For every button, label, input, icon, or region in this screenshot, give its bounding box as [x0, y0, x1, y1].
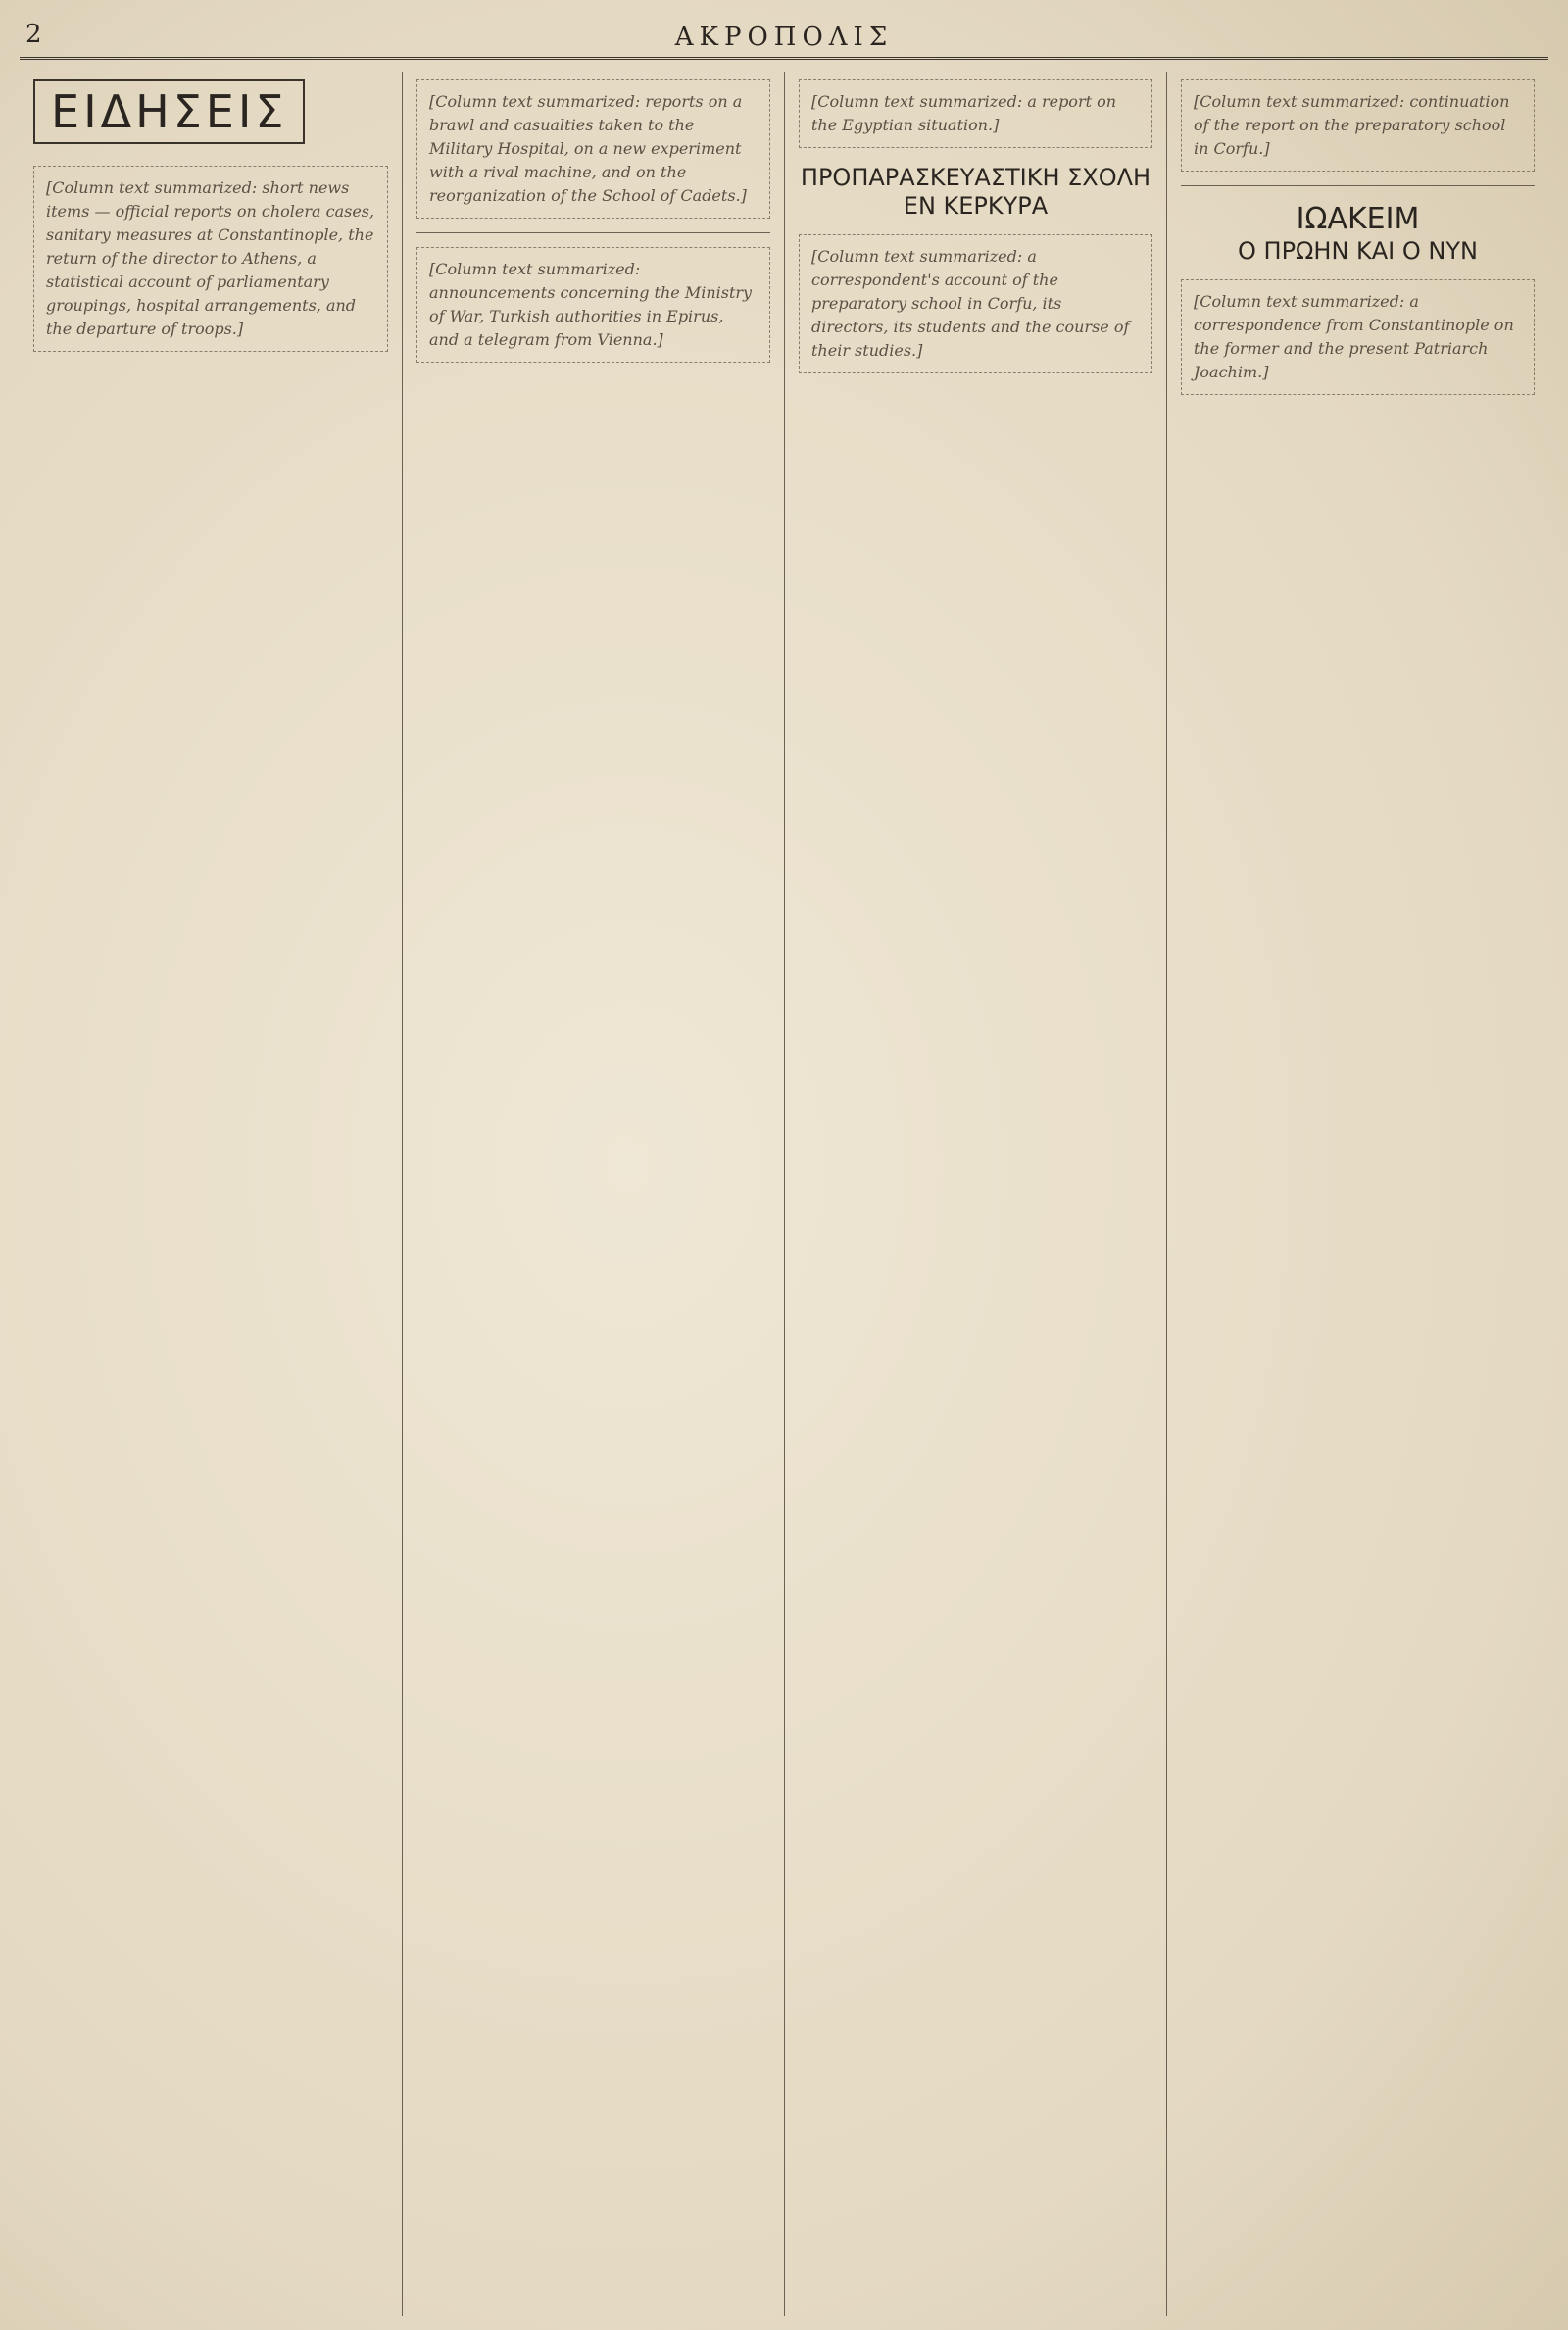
- section-title-corfu-school: [799, 164, 1152, 221]
- divider: [1181, 185, 1535, 186]
- column-2: [402, 72, 784, 2316]
- column-2-summary-bottom: [Column text summarized: announcements concerning the Ministry of War, Turkish authorities in Epirus, and a telegram from Vienna.]: [416, 247, 770, 363]
- column-1-summary: [Column text summarized: short news items — official reports on cholera cases, sanitary measures at Constantinople, the return of the director to Athens, a statistical account of parliamentary groupings, hospital arrangements, and the departure of troops.]: [33, 166, 388, 352]
- columns: [20, 72, 1548, 2316]
- column-4: [1166, 72, 1548, 2316]
- page-number: 2: [25, 20, 42, 49]
- column-2-summary-top: [Column text summarized: reports on a brawl and casualties taken to the Military Hospital, on a new experiment with a rival machine, and on the reorganization of the School of Cadets.]: [416, 79, 770, 219]
- masthead: [20, 18, 1548, 60]
- section-title-joakeim: [1181, 202, 1535, 266]
- column-1: [20, 72, 402, 2316]
- section-title-joakeim-sub: Ο ΠΡΩΗΝ ΚΑΙ Ο ΝΥΝ: [1238, 237, 1478, 265]
- section-title-news: ΕΙΔΗΣΕΙΣ: [33, 79, 305, 144]
- column-3: [784, 72, 1166, 2316]
- column-4-summary-top: [Column text summarized: continuation of the report on the preparatory school in Corfu.]: [1181, 79, 1535, 172]
- section-title-line-1: ΠΡΟΠΑΡΑΣΚΕΥΑΣΤΙΚΗ ΣΧΟΛΗ: [800, 164, 1152, 191]
- section-title-joakeim-main: ΙΩΑΚΕΙΜ: [1296, 202, 1420, 236]
- divider: [416, 232, 770, 233]
- column-3-summary-top: [Column text summarized: a report on the Egyptian situation.]: [799, 79, 1152, 148]
- newspaper-name: ΑΚΡΟΠΟΛΙΣ: [674, 23, 894, 52]
- column-4-summary-bottom: [Column text summarized: a correspondence from Constantinople on the former and the present Patriarch Joachim.]: [1181, 279, 1535, 395]
- column-3-summary-bottom: [Column text summarized: a correspondent's account of the preparatory school in Corfu, its directors, its students and the course of their studies.]: [799, 234, 1152, 373]
- section-title-line-2: ΕΝ ΚΕΡΚΥΡΑ: [903, 191, 1049, 220]
